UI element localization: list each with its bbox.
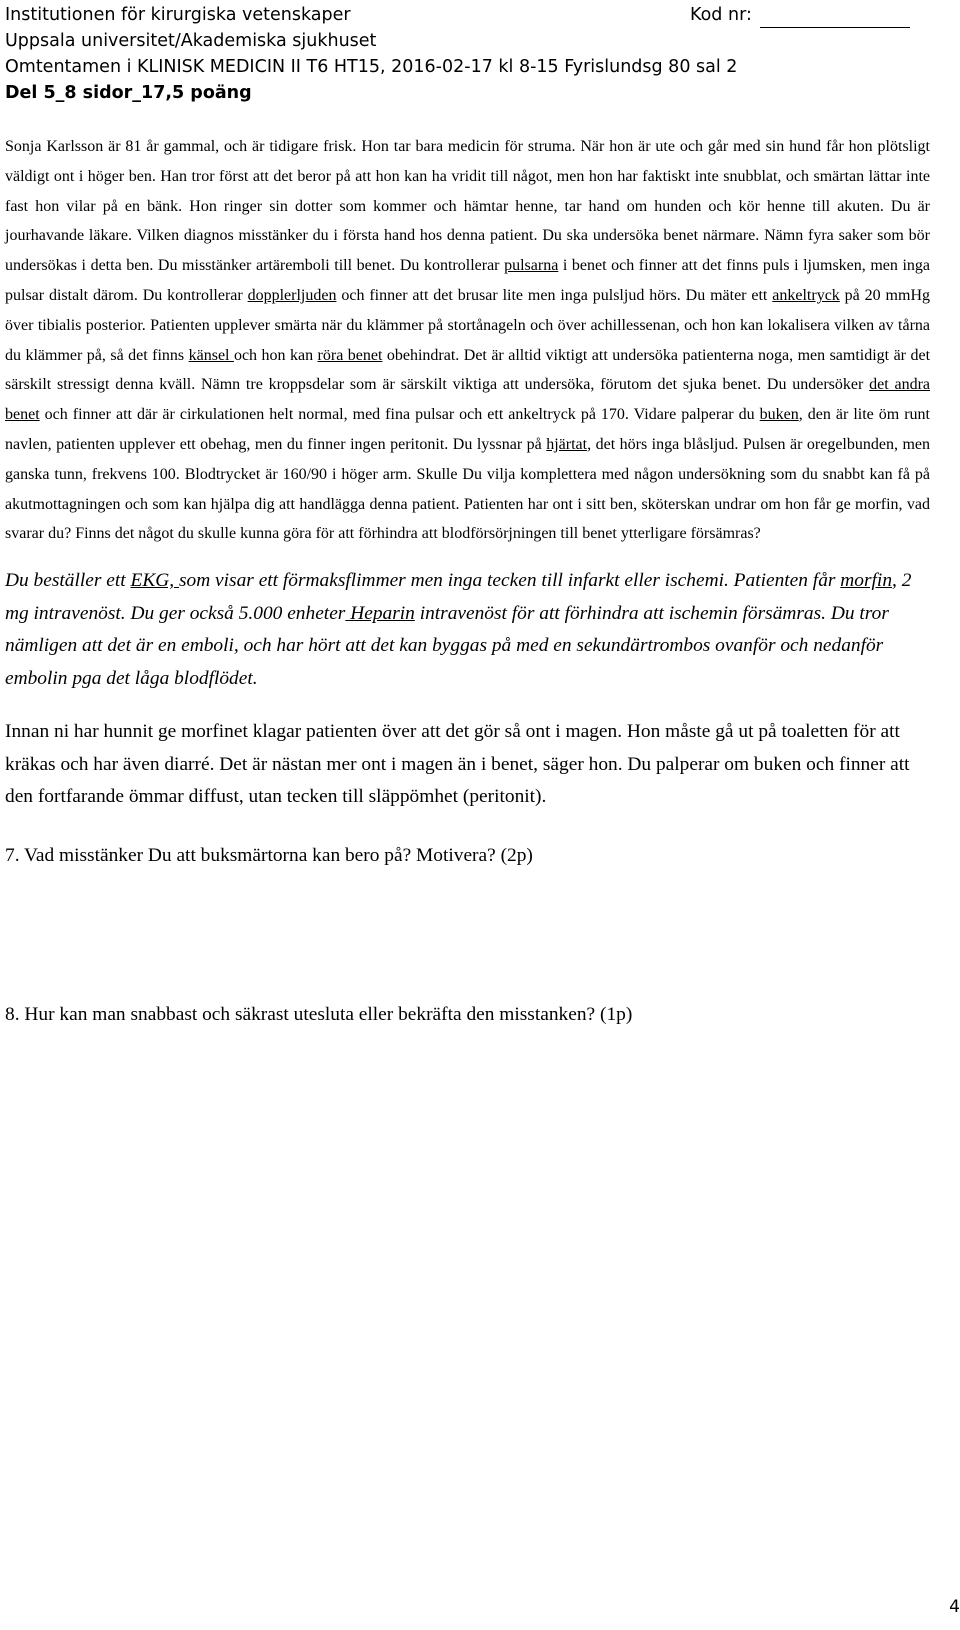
- italic-underlined-term: EKG,: [130, 570, 179, 592]
- italic-text: , 2 mg intravenöst. Du ger också 5.000 enheter: [5, 570, 912, 624]
- italic-text: Du beställer ett: [5, 570, 131, 592]
- case-underlined-term: ankeltryck: [772, 286, 840, 304]
- university-line: Uppsala universitet/Akademiska sjukhuset: [5, 31, 377, 51]
- case-underlined-term: det andra benet: [5, 376, 931, 424]
- case-text: Sonja Karlsson är 81 år gammal, och är tidigare frisk. Hon tar bara medicin för struma. När hon är ute och går med sin hund får hon plötsligt väldigt ont i höger ben. Han tror först att det beror på att hon kan ha vridit till något, men hon har faktiskt inte snubblat, och smärtan lättar inte fast hon vilar på en bänk. Hon ringer sin dotter som kommer och hämtar henne, tar hand om hunden och kör henne till akuten. Du är jourhavande läkare. Vilken diagnos misstänker du i första hand hos denna patient. Du ska undersöka benet närmare. Nämn fyra saker som bör undersökas i detta ben. Du misstänker artäremboli till benet. Du kontrollerar: [5, 138, 930, 275]
- page-number: 4: [949, 1597, 960, 1617]
- case-text: på 20 mmHg över tibialis posterior. Patienten upplever smärta när du klämmer på stortånageln och över achillessenan, och hon kan lokalisera vilken av tårna du klämmer på, så det finns: [5, 286, 930, 364]
- case-text: i benet och finner att det finns puls i ljumsken, men inga pulsar distalt därom. Du kontrollerar: [5, 257, 931, 304]
- code-number-label: Kod nr:: [690, 5, 752, 25]
- case-text: , det hörs inga blåsljud. Pulsen är oregelbunden, men ganska tunn, frekvens 100. Blodtrycket är 160/90 i höger arm. Skulle Du vilja komplettera med någon undersökning som du snabbt kan få på akutmottagningen och som kan hjälpa dig att handlägga denna patient. Patienten har ont i sitt ben, sköterskan undrar om hon får ge morfin, vad svarar du? Finns det något du skulle kunna göra för att förhindra att blodförsörjningen till benet ytterligare försämras?: [5, 435, 931, 543]
- section-info-line: Del 5_8 sidor_17,5 poäng: [5, 83, 252, 103]
- case-text: och finner att det brusar lite men inga pulsljud hörs. Du mäter ett: [336, 286, 773, 304]
- case-underlined-term: röra benet: [317, 346, 383, 364]
- case-underlined-term: dopplerljuden: [247, 286, 337, 304]
- case-description: [5, 132, 930, 549]
- code-number-field: [690, 2, 910, 28]
- italic-text: intravenöst för att förhindra att ischemin försämras. Du tror nämligen att det är en emboli, och har hört att det kan byggas på med en sekundärtrombos ovanför och nedanför embolin pga det låga blodflödet.: [5, 602, 889, 689]
- italic-underlined-term: morfin: [840, 570, 893, 592]
- institution-line: Institutionen för kirurgiska vetenskaper: [5, 5, 351, 25]
- case-text: och hon kan: [233, 346, 318, 364]
- case-underlined-term: buken: [759, 406, 799, 424]
- case-text: , den är lite öm runt navlen, patienten upplever ett obehag, men du finner ingen peritonit. Du lyssnar på: [5, 406, 931, 453]
- case-continuation-paragraph: Innan ni har hunnit ge morfinet klagar patienten över att det gör så ont i magen. Hon måste gå ut på toaletten för att kräkas och har även diarré. Det är nästan mer ont i magen än i benet, säger hon. Du palperar om buken och finner att den fortfarande ömmar diffust, utan tecken till släppömhet (peritonit).: [5, 721, 910, 808]
- case-text: obehindrat. Det är alltid viktigt att undersöka patienterna noga, men samtidigt är det särskilt stressigt denna kväll. Nämn tre kroppsdelar som är särskilt viktiga att undersöka, förutom det sjuka benet. Du undersöker: [5, 346, 931, 394]
- exam-info-line: Omtentamen i KLINISK MEDICIN II T6 HT15, 2016-02-17 kl 8-15 Fyrislundsg 80 sal 2: [5, 57, 738, 77]
- case-continuation-italic: [5, 565, 930, 695]
- code-number-blank: [760, 9, 910, 28]
- case-underlined-term: pulsarna: [504, 257, 559, 275]
- italic-text: som visar ett förmaksflimmer men inga tecken till infarkt eller ischemi. Patienten får: [178, 570, 841, 592]
- case-text: och finner att där är cirkulationen helt normal, med fina pulsar och ett ankeltryck på 170. Vidare palperar du: [39, 406, 760, 424]
- question-7: 7. Vad misstänker Du att buksmärtorna kan bero på? Motivera? (2p): [5, 844, 533, 866]
- case-underlined-term: hjärtat: [546, 435, 588, 453]
- italic-underlined-term: Heparin: [345, 602, 415, 624]
- question-8: 8. Hur kan man snabbast och säkrast utesluta eller bekräfta den misstanken? (1p): [5, 1003, 633, 1025]
- case-underlined-term: känsel: [188, 346, 234, 364]
